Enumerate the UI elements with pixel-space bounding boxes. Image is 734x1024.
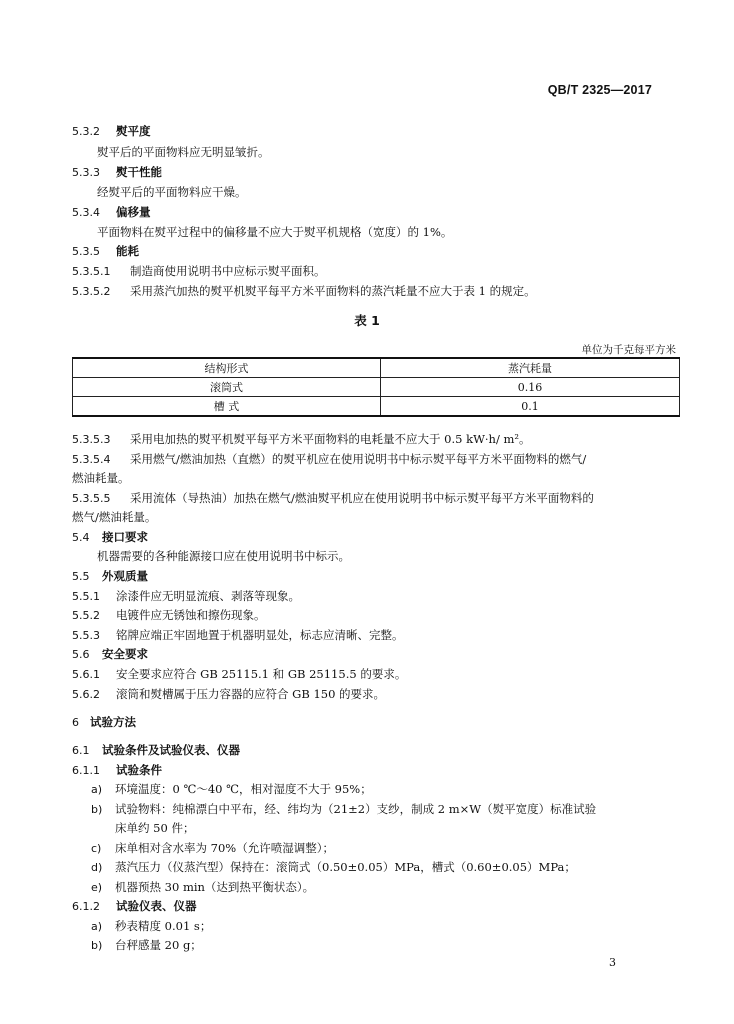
clause-text: 5.3.5.5 采用流体（导热油）加热在燃气/燃油熨平机应在使用说明书中标示熨平每平方米平面物料的 (72, 491, 594, 505)
list-item: a) 环境温度：0 ℃～40 ℃，相对湿度不大于 95%； (91, 782, 372, 796)
section-heading: 6 试验方法 (72, 715, 136, 729)
standard-code: QB/T 2325—2017 (547, 83, 652, 97)
steam-consumption-table (72, 357, 680, 417)
clause-text: 5.5.1 涂漆件应无明显流痕、剥落等现象。 (72, 589, 300, 603)
clause-heading: 5.3.4 偏移量 (72, 205, 151, 219)
table-unit: 单位为千克每平方米 (581, 344, 676, 356)
table-header: 结构形式 (73, 358, 381, 378)
page-number: 3 (609, 956, 616, 969)
clause-heading: 5.5 外观质量 (72, 569, 148, 583)
clause-text: 5.3.5.3 采用电加热的熨平机熨平每平方米平面物料的电耗量不应大于 0.5 kW·h/ m²。 (72, 432, 531, 446)
clause-heading: 5.3.3 熨干性能 (72, 165, 162, 179)
clause-heading: 6.1 试验条件及试验仪表、仪器 (72, 743, 240, 757)
table-title: 表 1 (354, 313, 380, 328)
clause-text: 5.3.5.1 制造商使用说明书中应标示熨平面积。 (72, 264, 326, 278)
clause-text: 经熨平后的平面物料应干燥。 (97, 185, 247, 199)
clause-text: 平面物料在熨平过程中的偏移量不应大于熨平机规格（宽度）的 1%。 (97, 225, 453, 239)
table-cell: 0.16 (381, 378, 680, 397)
table-row (73, 397, 680, 417)
clause-heading: 5.3.5 能耗 (72, 244, 139, 258)
list-item: d) 蒸汽压力（仪蒸汽型）保持在：滚筒式（0.50±0.05）MPa，槽式（0.60±0.05）MPa； (91, 860, 576, 874)
table-row (73, 378, 680, 397)
list-item: b) 试验物料：纯棉漂白中平布，经、纬均为（21±2）支纱，制成 2 m×W（熨平宽度）标准试验 (91, 802, 597, 816)
clause-text: 5.6.2 滚筒和熨槽属于压力容器的应符合 GB 150 的要求。 (72, 687, 386, 701)
clause-heading: 5.4 接口要求 (72, 530, 148, 544)
list-item: b) 台秤感量 20 g； (91, 938, 202, 952)
clause-text: 机器需要的各种能源接口应在使用说明书中标示。 (97, 549, 350, 563)
list-item: e) 机器预热 30 min（达到热平衡状态）。 (91, 880, 315, 894)
clause-text: 5.6.1 安全要求应符合 GB 25115.1 和 GB 25115.5 的要求。 (72, 667, 407, 681)
clause-heading: 6.1.1 试验条件 (72, 763, 162, 777)
clause-text: 5.3.5.4 采用燃气/燃油加热（直燃）的熨平机应在使用说明书中标示熨平每平方米平面物料的燃气/ (72, 452, 587, 466)
clause-text: 燃油耗量。 (72, 471, 130, 485)
clause-heading: 6.1.2 试验仪表、仪器 (72, 899, 197, 913)
table-header: 蒸汽耗量 (381, 358, 680, 378)
clause-text: 燃气/燃油耗量。 (72, 510, 157, 524)
clause-text: 5.5.2 电镀件应无锈蚀和擦伤现象。 (72, 608, 266, 622)
table-cell: 槽 式 (73, 397, 381, 417)
table-cell: 滚筒式 (73, 378, 381, 397)
table-cell: 0.1 (381, 397, 680, 417)
clause-text: 熨平后的平面物料应无明显皱折。 (97, 145, 270, 159)
list-item-cont: 床单约 50 件； (115, 821, 195, 835)
list-item: c) 床单相对含水率为 70%（允许喷湿调整）； (91, 841, 334, 855)
clause-heading: 5.3.2 熨平度 (72, 124, 151, 138)
clause-text: 5.3.5.2 采用蒸汽加热的熨平机熨平每平方米平面物料的蒸汽耗量不应大于表 1 的规定。 (72, 284, 536, 298)
clause-heading: 5.6 安全要求 (72, 647, 148, 661)
list-item: a) 秒表精度 0.01 s； (91, 919, 212, 933)
clause-text: 5.5.3 铭牌应端正牢固地置于机器明显处，标志应清晰、完整。 (72, 628, 404, 642)
